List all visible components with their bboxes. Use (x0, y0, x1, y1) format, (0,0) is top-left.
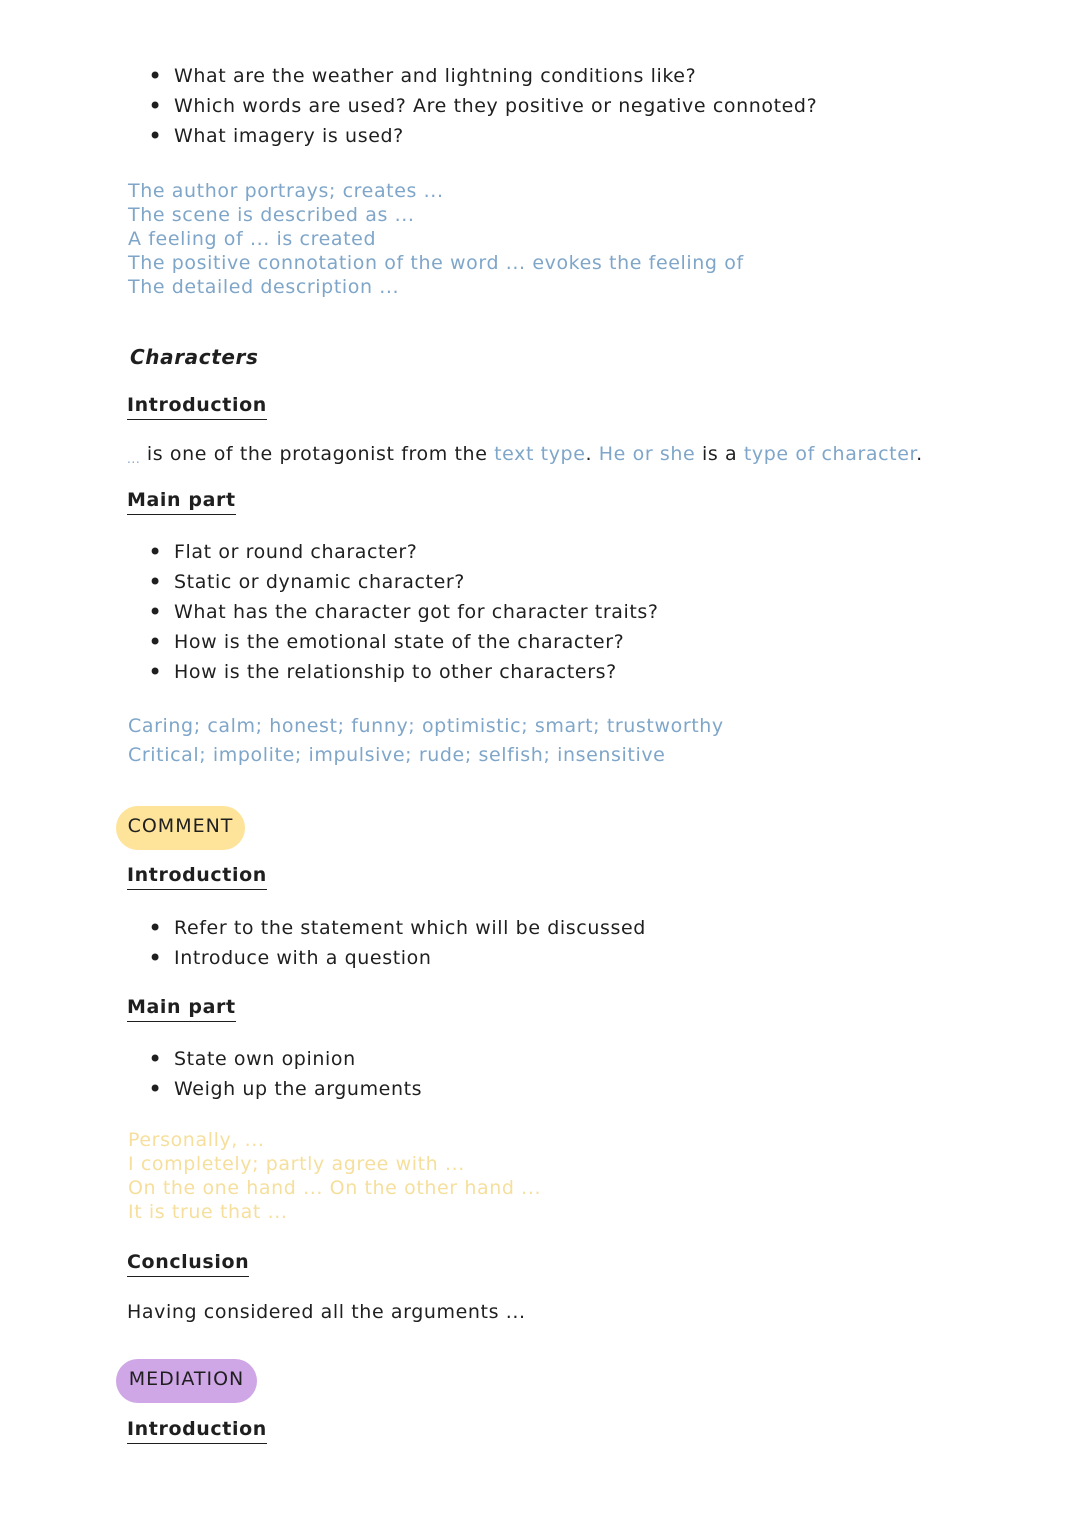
traits-negative: Critical; impolite; impulsive; rude; selfish; insensitive (128, 744, 666, 766)
list-item: • Which words are used? Are they positive or negative connoted? (128, 91, 817, 121)
characters-introduction-heading: Introduction (127, 393, 267, 420)
list-item: • Weigh up the arguments (128, 1074, 422, 1104)
list-item: • State own opinion (128, 1044, 422, 1074)
characters-questions-list (128, 537, 659, 687)
placeholder-type-of-character: type of character (743, 443, 917, 465)
list-item: • Introduce with a question (128, 943, 646, 973)
characters-title: Characters (130, 345, 259, 369)
list-item: • How is the relationship to other characters? (128, 657, 659, 687)
character-traits (128, 712, 724, 770)
phrase-line: The detailed description ... (128, 276, 400, 298)
list-item: • What are the weather and lightning conditions like? (128, 61, 817, 91)
comment-conclusion-heading: Conclusion (127, 1250, 249, 1277)
list-item: • What imagery is used? (128, 121, 817, 151)
setting-questions-list (128, 61, 817, 151)
traits-positive: Caring; calm; honest; funny; optimistic; smart; trustworthy (128, 715, 724, 737)
comment-main-list (128, 1044, 422, 1104)
ellipsis: ... (127, 452, 141, 466)
list-item: • Static or dynamic character? (128, 567, 659, 597)
comment-main-heading: Main part (127, 995, 236, 1022)
setting-phrases (128, 179, 744, 299)
comment-intro-list (128, 913, 646, 973)
phrase-line: I completely; partly agree with ... (128, 1153, 465, 1175)
sentence-part: is a (695, 443, 744, 465)
phrase-line: The scene is described as ... (128, 204, 415, 226)
list-item: • How is the emotional state of the character? (128, 627, 659, 657)
mediation-introduction-heading: Introduction (127, 1417, 267, 1444)
list-item: • What has the character got for character traits? (128, 597, 659, 627)
sentence-dot: . (916, 443, 923, 465)
comment-phrases (128, 1128, 541, 1224)
placeholder-he-or-she: He or she (592, 443, 696, 465)
mediation-badge: MEDIATION (116, 1359, 257, 1403)
comment-introduction-heading: Introduction (127, 863, 267, 890)
phrase-line: The author portrays; creates ... (128, 180, 444, 202)
list-item: • Refer to the statement which will be discussed (128, 913, 646, 943)
phrase-line: Personally, ... (128, 1129, 265, 1151)
phrase-line: On the one hand ... On the other hand ... (128, 1177, 542, 1199)
phrase-line: It is true that ... (128, 1201, 288, 1223)
sentence-part: is one of the protagonist from the (140, 443, 495, 465)
phrase-line: The positive connotation of the word ... evokes the feeling of (128, 252, 744, 274)
list-item: • Flat or round character? (128, 537, 659, 567)
comment-badge: COMMENT (116, 806, 245, 850)
sentence-dot: . (585, 443, 593, 465)
phrase-line: A feeling of ... is created (128, 228, 377, 250)
comment-conclusion-text: Having considered all the arguments ... (127, 1301, 526, 1323)
characters-intro-sentence (127, 441, 923, 472)
characters-main-heading: Main part (127, 488, 236, 515)
placeholder-text-type: text type (494, 443, 586, 465)
